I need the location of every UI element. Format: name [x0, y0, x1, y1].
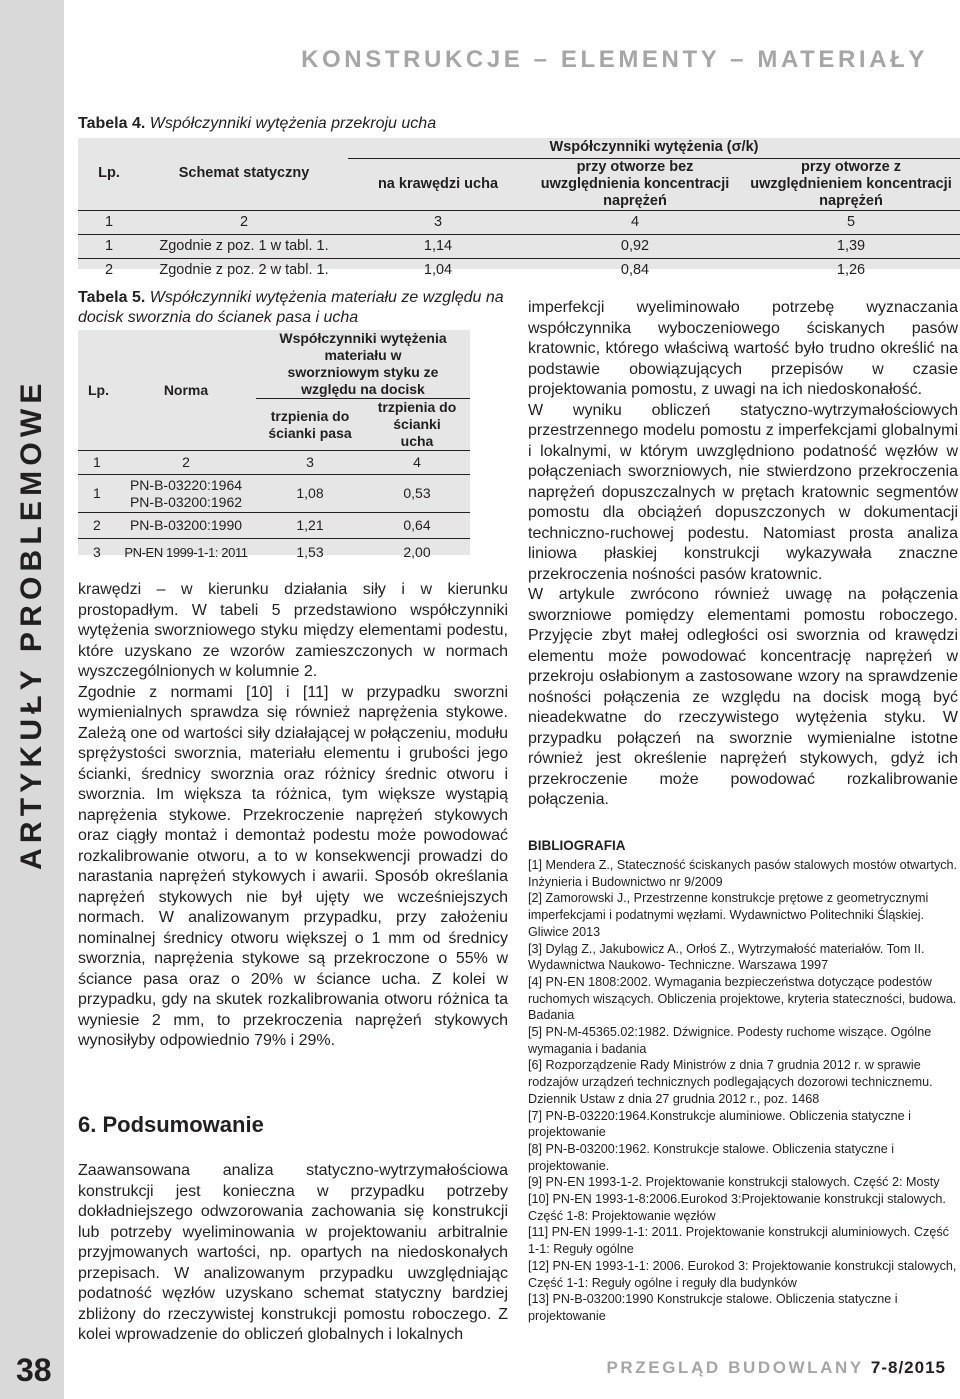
bibliography-title: BIBLIOGRAFIA: [528, 838, 626, 853]
left-column-text: [78, 580, 508, 1052]
bibliography-item: [8] PN-B-03200:1962. Konstrukcje stalowe. Obliczenia statyczne i projektowanie.: [528, 1141, 895, 1173]
table5-cell-lp: 2: [78, 513, 116, 539]
table4-caption-label: Tabela 4.: [78, 115, 146, 132]
table5-header-norm: Norma: [116, 330, 256, 451]
table5: [78, 330, 470, 560]
left-column-summary: [78, 1161, 508, 1346]
table4-colnum: 4: [528, 210, 742, 234]
table5-colnum: 1: [78, 451, 116, 475]
page-number: 38: [16, 1352, 52, 1388]
table4-header-group: Współczynniki wytężenia (σ/k): [348, 138, 960, 158]
table4-colnum: 5: [742, 210, 960, 234]
journal-name: PRZEGLĄD BUDOWLANY: [606, 1358, 864, 1377]
table4-cell-lp: 2: [104, 262, 114, 279]
table5-colnum: 4: [364, 451, 470, 475]
table5-cell-flange: 1,53: [296, 543, 324, 560]
table-row: [78, 258, 960, 283]
table4-header-lp: Lp.: [78, 138, 140, 210]
bibliography-item: [13] PN-B-03200:1990 Konstrukcje stalowe. Obliczenia statyczne i projektowanie: [528, 1292, 898, 1323]
table5-colnum: 2: [116, 451, 256, 475]
table-row: [78, 513, 470, 539]
table5-cell-lp: 1: [78, 475, 116, 513]
bibliography-item: [7] PN-B-03220:1964.Konstrukcje aluminiowe. Obliczenia statyczne i projektowanie: [528, 1108, 911, 1140]
table5-caption-text: Współczynniki wytężenia materiału ze względu na docisk sworznia do ścianek pasa i ucha: [78, 289, 504, 326]
running-footer: [606, 1358, 946, 1378]
running-header: KONSTRUKCJE – ELEMENTY – MATERIAŁY: [301, 46, 928, 73]
bibliography-item: [6] Rozporządzenie Rady Ministrów z dnia 7 grudnia 2012 r. w sprawie rodzajów urządzeń technicznych podlegających dozorowi technicznemu. Dziennik Ustaw z dnia 27 grudnia 2012 r., poz. 1468: [528, 1058, 933, 1106]
table4-cell-scheme: Zgodnie z poz. 1 w tabl. 1.: [140, 234, 348, 258]
table5-header-lp: Lp.: [78, 330, 116, 451]
section-heading: 6. Podsumowanie: [78, 1112, 264, 1137]
bibliography-item: [2] Zamorowski J., Przestrzenne konstrukcje prętowe z geometrycznymi imperfekcjami i podatnymi węzłami. Wydawnictwo Politechniki Śląskiej. Gliwice 2013: [528, 891, 929, 939]
bibliography-item: [1] Mendera Z., Stateczność ściskanych pasów stalowych mostów otwartych. Inżynieria i Budownictwo nr 9/2009: [528, 858, 958, 889]
bibliography-item: [11] PN-EN 1999-1-1: 2011. Projektowanie konstrukcji aluminiowych. Część 1-1: Reguły ogólne: [528, 1225, 949, 1257]
table4-cell-hole-no-conc: 0,84: [620, 262, 650, 279]
table5-header-lug: trzpienia do ścianki ucha: [364, 399, 470, 451]
table5-cell-flange: 1,08: [256, 475, 364, 513]
table5-cell-norm-b: PN-B-03200:1962: [129, 493, 243, 510]
table4-cell-hole-no-conc: 0,92: [528, 234, 742, 258]
table5-header-flange: trzpienia do ścianki pasa: [256, 399, 364, 451]
bibliography-item: [5] PN-M-45365.02:1982. Dźwignice. Podesty ruchome wiszące. Ogólne wymagania i badania: [528, 1025, 932, 1056]
bibliography-item: [9] PN-EN 1993-1-2. Projektowanie konstrukcji stalowych. Część 2: Mosty: [528, 1175, 940, 1190]
bibliography-item: [4] PN-EN 1808:2002. Wymagania bezpieczeństwa dotyczące podestów ruchomych wiszących. Obliczenia projektowe, kryteria stateczności, budowa. Badania: [528, 974, 957, 1023]
table4-cell-edge: 1,04: [423, 262, 453, 279]
bibliography-item: [10] PN-EN 1993-1-8:2006.Eurokod 3:Projektowanie konstrukcji stalowych. Część 1-8: Projektowanie węzłów: [528, 1192, 946, 1223]
table4-colnum: 1: [78, 210, 140, 234]
table-row: [78, 234, 960, 258]
table5-caption: [78, 288, 508, 328]
paragraph: Zaawansowana analiza statyczno-wytrzymałościowa konstrukcji jest konieczna w przypadku potrzeby dokładniejszego odwzorowania zachowania się konstrukcji lub potrzeby wyeliminowania w projektowaniu arbitralnie przyjmowanych wartości, np. opartych na niedoskonałych przepisach. W analizowanym przypadku uwzględniając podatność węzłów uzyskano schemat statyczny bardziej zbliżony do rzeczywistej konstrukcji pomostu roboczego. Z kolei wprowadzenie do obliczeń globalnych i lokalnych: [78, 1162, 508, 1343]
table5-colnum: 3: [256, 451, 364, 475]
table5-cell-lug: 0,64: [364, 513, 470, 539]
table5-cell-lp: 3: [93, 543, 101, 560]
table4-header-edge: na krawędzi ucha: [348, 158, 528, 210]
paragraph: W artykule zwrócono również uwagę na połączenia sworzniowe pomiędzy elementami pomostu roboczego. Przyjęcie zbyt małej odległości osi sworznia od krawędzi elementu może powodować koncentrację naprężeń w przekroju osłabionym a zastosowane wzory na sprawdzenie nośności połączenia ze względu na docisk mogą być nieadekwatne do rzeczywistego wytężenia styku. W przypadku połączeń na sworznie wymienialne istotne również jest określenie naprężeń stykowych, gdyż ich przekroczenie może powodować rozkalibrowanie połączenia.: [528, 586, 958, 808]
table4-cell-lp: 1: [78, 234, 140, 258]
table-row: [78, 539, 470, 566]
bibliography-list: [528, 857, 958, 1325]
paragraph: imperfekcji wyeliminowało potrzebę wyznaczania współczynnika wyboczeniowego ściskanych pasów kratownic, którego właściwą wartość było trudno określić na podstawie obowiązujących przepisów w czasie projektowania pomostu, z uwagi na ich niedoskonałość.: [528, 299, 958, 398]
table5-header-group: Współczynniki wytężenia materiału w sworzniowym styku ze względu na docisk: [256, 330, 470, 399]
table4-colnum: 3: [348, 210, 528, 234]
table4-cell-edge: 1,14: [348, 234, 528, 258]
table5-cell-lug: 2,00: [403, 543, 431, 560]
issue-number: 7-8/2015: [870, 1358, 946, 1377]
table4-header-hole-no-conc: przy otworze bez uwzględnienia koncentracji naprężeń: [528, 158, 742, 210]
table5-cell-norm-a: PN-B-03220:1964: [129, 476, 243, 493]
table-row: [78, 475, 470, 513]
table5-cell-lug: 0,53: [364, 475, 470, 513]
section-label: ARTYKUŁY PROBLEMOWE: [15, 378, 48, 870]
table4-caption: [78, 114, 436, 134]
table4-header-hole-conc: przy otworze z uwzględnieniem koncentracji naprężeń: [742, 158, 960, 210]
paragraph: Zgodnie z normami [10] i [11] w przypadku sworzni wymienialnych sprawdza się również naprężenia stykowe. Zależą one od wartości siły działającej w połączeniu, modułu sprężystości sworznia, materiału elementu i grubości jego ścianki, średnicy sworznia oraz różnicy średnic otworu i sworznia. Im większa ta różnica, tym większe wystąpią naprężenia stykowe. Przekroczenie naprężeń stykowych oraz ciągły montaż i demontaż podestu może powodować rozkalibrowanie otworu, a to w konsekwencji prowadzi do narastania naprężeń stykowych i awarii. Sposób określania naprężeń stykowych nie był ujęty we wcześniejszych normach. W analizowanym przypadku, przy założeniu nominalnej średnicy otworu większej o 1 mm od średnicy sworznia, naprężenia stykowe są przekroczone o 55% w ściance pasa oraz o 20% w ściance ucha. Z kolei w przypadku, gdy na skutek rozkalibrowania otworu różnica ta wyniesie 2 mm, to przekroczenia naprężeń stykowych wynosiłyby odpowiednio 79% i 29%.: [78, 683, 508, 1049]
table4-cell-scheme: Zgodnie z poz. 2 w tabl. 1.: [159, 262, 329, 279]
table5-cell-norm: PN-B-03200:1990: [116, 513, 256, 539]
table5-cell-flange: 1,21: [256, 513, 364, 539]
table4-colnum: 2: [140, 210, 348, 234]
table5-caption-label: Tabela 5.: [78, 289, 146, 306]
bibliography-item: [3] Dyląg Z., Jakubowicz A., Orłoś Z., Wytrzymałość materiałów. Tom II. Wydawnictwa Naukowo- Techniczne. Warszawa 1997: [528, 941, 925, 973]
table4: [78, 138, 960, 279]
right-column-text: [528, 298, 958, 811]
table4-header-scheme: Schemat statyczny: [140, 138, 348, 210]
paragraph: W wyniku obliczeń statyczno-wytrzymałościowych przestrzennego modelu pomostu z imperfekcjami globalnymi i lokalnymi, w którym uwzględniono podatność węzłów w połączeniach sworzniowych, nie stwierdzono przekroczenia naprężeń dopuszczalnych w prętach kratownic segmentów pomostu dla obciążeń dopuszczonych w dokumentacji techniczno-ruchowej podestu. Natomiast prosta analiza liniowa płaskiej konstrukcji wykazywała znaczne przekroczenia nośności pasów kratownic.: [528, 401, 958, 583]
table5-cell-norm: PN-EN 1999-1-1: 2011: [124, 544, 248, 560]
table4-cell-hole-conc: 1,39: [742, 234, 960, 258]
table5-cell-norm: [116, 475, 256, 513]
bibliography-item: [12] PN-EN 1993-1-1: 2006. Eurokod 3: Projektowanie konstrukcji stalowych, Część 1-1: Reguły ogólne i reguły dla budynków: [528, 1258, 957, 1290]
paragraph: krawędzi – w kierunku działania siły i w kierunku prostopadłym. W tabeli 5 przedstawiono współczynniki wytężenia sworzniowego styku między elementami podestu, które uzyskano ze wzorów zamieszczonych w normach wyszczególnionych w kolumnie 2.: [78, 581, 508, 680]
table4-caption-text: Współczynniki wytężenia przekroju ucha: [145, 115, 437, 132]
table4-cell-hole-conc: 1,26: [836, 262, 866, 279]
